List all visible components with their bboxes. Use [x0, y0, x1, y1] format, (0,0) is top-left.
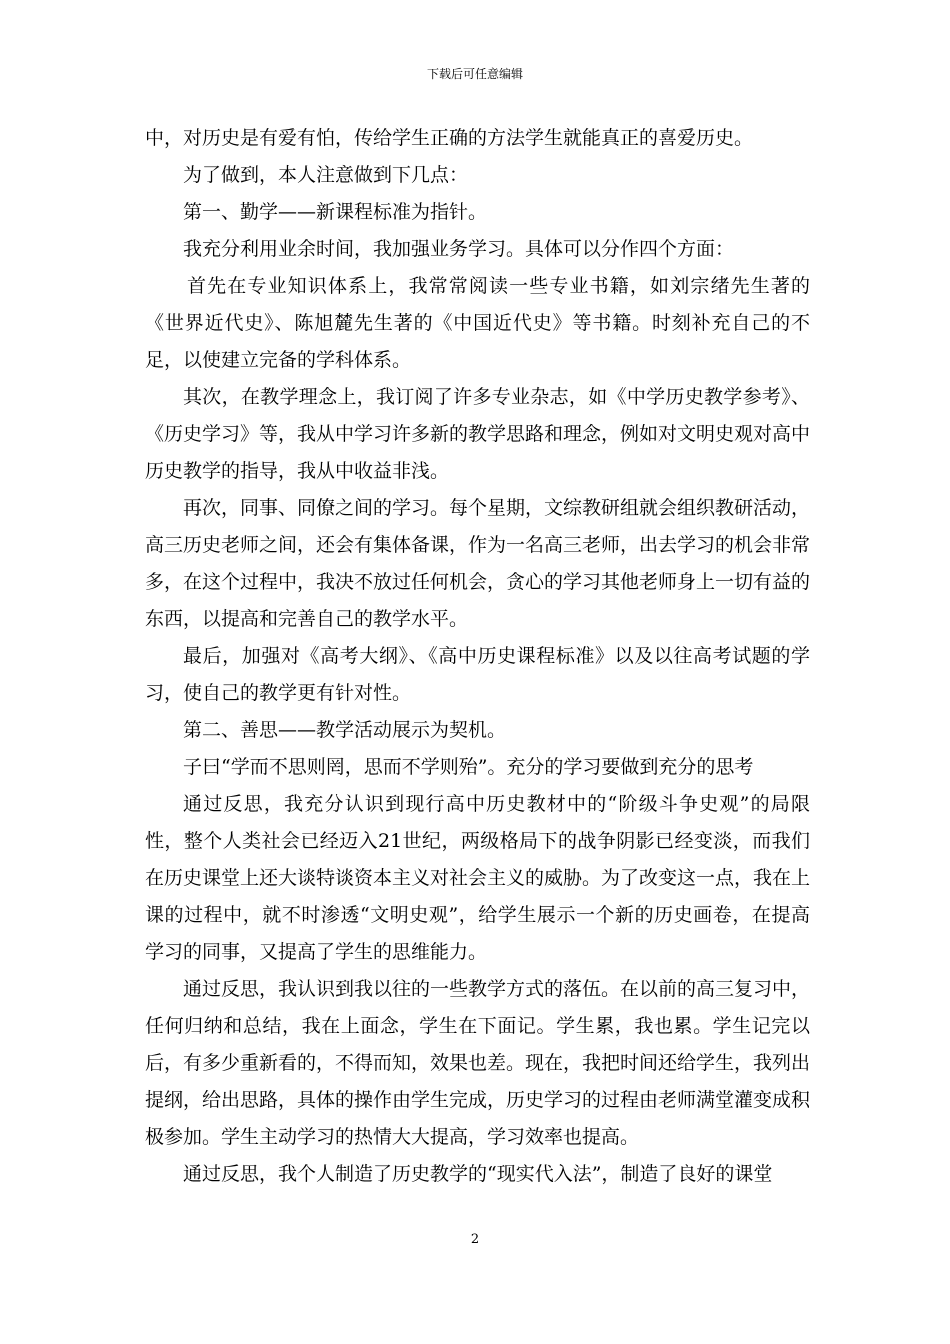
paragraph-confucius-quote: 子曰“学而不思则罔，思而不学则殆”。充分的学习要做到充分的思考 [183, 756, 754, 778]
paragraph-reflection-historical-view: 通过反思，我充分认识到现行高中历史教材中的“阶级斗争史观”的局限性，整个人类社会已经迈入21世纪，两级格局下的战争阴影已经变淡，而我们在历史课堂上还大谈特谈资本主义对社会主义的威胁。为了改变这一点，我在上课的过程中，就不时渗透“文明史观”，给学生展示一个新的历史画卷，在提高学习的同事，又提高了学生的思维能力。 [145, 793, 811, 963]
paragraph-reflection-reality-method: 通过反思，我个人制造了历史教学的“现实代入法”，制造了良好的课堂 [183, 1163, 773, 1185]
paragraph-second-concepts: 其次，在教学理念上，我订阅了许多专业杂志，如《中学历史教学参考》、《历史学习》等，我从中学习许多新的教学思路和理念，例如对文明史观对高中历史教学的指导，我从中收益非浅。 [145, 386, 811, 482]
section-heading-reflection: 第二、善思——教学活动展示为契机。 [183, 719, 507, 741]
paragraph-first-knowledge: 首先在专业知识体系上，我常常阅读一些专业书籍，如刘宗绪先生著的《世界近代史》、陈旭麓先生著的《中国近代史》等书籍。时刻补充自己的不足，以使建立完备的学科体系。 [145, 275, 810, 371]
paragraph-third-colleagues: 再次，同事、同僚之间的学习。每个星期，文综教研组就会组织教研活动，高三历史老师之间，还会有集体备课，作为一名高三老师，出去学习的机会非常多，在这个过程中，我决不放过任何机会，贪心的学习其他老师身上一切有益的东西，以提高和完善自己的教学水平。 [145, 497, 811, 630]
section-heading-diligent-study: 第一、勤学——新课程标准为指针。 [183, 201, 488, 223]
paragraph-intro: 为了做到，本人注意做到下几点： [183, 164, 469, 186]
page-number: 2 [470, 1232, 480, 1247]
page-header: 下载后可任意编辑 [426, 67, 523, 81]
document-body [145, 120, 810, 1193]
paragraph-study-overview: 我充分利用业余时间，我加强业务学习。具体可以分作四个方面： [183, 238, 735, 260]
paragraph-continuation: 中，对历史是有爱有怕，传给学生正确的方法学生就能真正的喜爱历史。 [145, 127, 754, 149]
paragraph-reflection-teaching-methods: 通过反思，我认识到我以往的一些教学方式的落伍。在以前的高三复习中，任何归纳和总结，我在上面念，学生在下面记。学生累，我也累。学生记完以后，有多少重新看的，不得而知，效果也差。现在，我把时间还给学生，我列出提纲，给出思路，具体的操作由学生完成，历史学习的过程由老师满堂灌变成积极参加。学生主动学习的热情大大提高，学习效率也提高。 [145, 978, 811, 1148]
paragraph-fourth-exam-outline: 最后，加强对《高考大纲》、《高中历史课程标准》以及以往高考试题的学习，使自己的教学更有针对性。 [145, 645, 810, 704]
